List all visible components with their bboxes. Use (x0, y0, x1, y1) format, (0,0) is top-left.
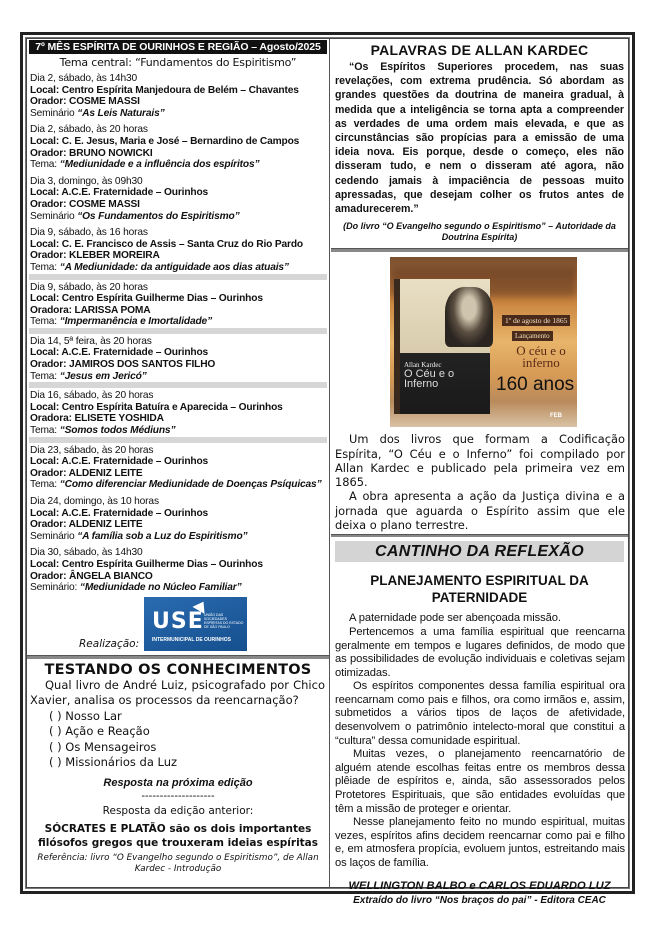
realizacao-block (27, 597, 329, 653)
next-answer-note: Resposta na próxima edição (103, 776, 253, 789)
event-date (30, 496, 329, 508)
event-location-label: Local: (30, 347, 60, 359)
event-speaker-label: Orador: (30, 147, 67, 159)
article-authors: WELLINGTON BALBO e CARLOS EDUARDO LUZ (348, 879, 611, 892)
event-location (30, 293, 329, 305)
page-inner-border (26, 38, 629, 906)
kardec-portrait (445, 287, 493, 347)
answer-reference: Referência: livro “O Evangelho segundo o Espiritismo”, de Allan Kardec - Introdução (37, 852, 319, 874)
event-location-name: Centro Espírita Guilherme Dias – Ourinhos (61, 293, 263, 305)
event-speaker-label: Orador: (30, 570, 67, 582)
section-divider (331, 534, 628, 537)
use-logo-text: USE (152, 608, 204, 634)
event-location (30, 239, 329, 251)
event-location (30, 136, 329, 148)
event-topic-label: Tema: (30, 370, 57, 382)
event-topic-title: “Mediunidade no Núcleo Familiar” (79, 582, 242, 594)
article-paragraph: Os espíritos componentes dessa família espiritual ora reencarnam como pais e filhos, ora como irmãos e, assim, submetidos a vários tipos de laços de afetividade, desenvolvem o patrimônio intelecto-moral que constitui a “cultura” dessa comunidade espiritual. (335, 680, 625, 747)
use-logo-intermunicipal: INTERMUNICIPAL DE OURINHOS (152, 636, 231, 643)
quiz-question: Qual livro de André Luiz, psicografado por Chico Xavier, analisa os processos da reencarnação? (30, 677, 325, 708)
event-date-text: Dia 14, 5ª feira, às 20 horas (30, 335, 152, 347)
kardec-source: (Do livro “O Evangelho segundo o Espiritismo” – Autoridade da Doutrina Espírita) (343, 221, 616, 243)
event-topic-title: “Os Fundamentos do Espiritismo” (77, 210, 240, 222)
event-date-text: Dia 23, sábado, às 20 horas (30, 444, 154, 456)
event-location (30, 187, 329, 199)
event-location (30, 508, 329, 520)
event-speaker-name: ALDENIZ LEITE (68, 519, 143, 531)
reflection-header: CANTINHO DA REFLEXÃO (335, 541, 624, 562)
event-topic-title: “A Mediunidade: da antiguidade aos dias atuais” (59, 261, 289, 273)
event-speaker-name: KLEBER MOREIRA (69, 250, 160, 262)
publisher-logo: FEB (550, 413, 562, 420)
event-location-label: Local: (30, 401, 60, 413)
event-speaker (30, 519, 329, 531)
event-separator (29, 274, 327, 280)
event-date-text: Dia 2, sábado, às 14h30 (30, 73, 137, 84)
event-location-label: Local: (30, 456, 60, 468)
event-topic (30, 425, 329, 437)
event-date (30, 73, 329, 85)
event-topic-title: “Como diferenciar Mediunidade de Doenças Psíquicas” (59, 479, 322, 491)
book-paragraph: Um dos livros que formam a Codificação Espírita, “O Céu e o Inferno” foi compilado por Allan Kardec e publicado pela primeira vez em 1865. (335, 432, 625, 490)
event-speaker (30, 148, 329, 160)
event-speaker-label: Orador: (30, 96, 67, 108)
event-location-name: A.C.E. Fraternidade – Ourinhos (61, 187, 209, 199)
event-speaker (30, 199, 329, 211)
dashes-divider: -------------------- (141, 789, 215, 802)
article-paragraph: Nesse planejamento feito no mundo espiritual, muitas vezes, espíritos afins decidem reencarnar como pai e filho e, em atmosfera propícia, evoluem juntos, estreitando mais os laços de família. (335, 816, 625, 869)
event-speaker-name: COSME MASSI (69, 96, 140, 108)
event-location (30, 559, 329, 571)
use-logo (144, 597, 247, 651)
event-topic-title: “Mediunidade e a influência dos espíritos” (59, 159, 260, 171)
quiz-title: TESTANDO OS CONHECIMENTOS (44, 661, 312, 678)
right-column (331, 39, 628, 906)
event-date (30, 390, 329, 402)
realizacao-label: Realização: (79, 637, 140, 650)
event-location-name: A.C.E. Fraternidade – Ourinhos (61, 456, 209, 468)
quiz-section (27, 662, 329, 875)
book-description (331, 432, 628, 532)
event-date-text: Dia 2, sábado, às 20 horas (30, 124, 148, 136)
use-logo-subtitle: UNIÃO DAS SOCIEDADES ESPÍRITAS DO ESTADO DE SÃO PAULO (204, 612, 244, 629)
event-location-label: Local: (30, 187, 60, 199)
event-speaker (30, 96, 329, 108)
event-topic-label: Seminário: (30, 582, 78, 594)
event-topic-label: Tema: (30, 159, 57, 171)
event-topic (30, 479, 329, 491)
event-speaker-label: Orador: (30, 198, 67, 210)
event-date-text: Dia 16, sábado, às 20 horas (30, 390, 154, 402)
event-date (30, 445, 329, 457)
event-speaker (30, 571, 329, 583)
event-item (27, 176, 329, 222)
event-location-name: Centro Espírita Guilherme Dias – Ourinhos (61, 558, 263, 570)
event-item (27, 445, 329, 491)
event-speaker (30, 359, 329, 371)
article-paragraph: Muitas vezes, o planejamento reencarnatório de alguém atende escolhas feitas entre os membros dessa plêiade de espíritos e, ainda, são assessorados pelos Protetores Espirituais, que são entidades evoluídas que têm a missão de proteger e orientar. (335, 748, 625, 815)
article-paragraph: Pertencemos a uma família espiritual que reencarna geralmente em tempos e lugares definidos, de modo que as possibilidades de evolução individuais e coletivas sejam otimizadas. (335, 625, 625, 679)
event-topic-label: Tema: (30, 425, 57, 437)
event-topic (30, 316, 329, 328)
event-speaker (30, 468, 329, 480)
event-location-label: Local: (30, 507, 60, 519)
event-item (27, 227, 329, 273)
event-speaker-label: Oradora: (30, 304, 72, 316)
event-topic (30, 108, 329, 120)
event-speaker-label: Orador: (30, 250, 67, 262)
event-location-label: Local: (30, 84, 60, 96)
event-topic (30, 262, 329, 274)
event-topic-label: Tema: (30, 261, 57, 273)
article-body (331, 612, 628, 870)
event-topic (30, 371, 329, 383)
event-speaker-name: ELISETE YOSHIDA (74, 413, 164, 425)
event-location-name: Centro Espírita Manjedoura de Belém – Chavantes (61, 84, 299, 96)
event-item (27, 496, 329, 542)
event-topic-label: Seminário (30, 107, 75, 119)
event-speaker-name: ALDENIZ LEITE (68, 467, 143, 479)
previous-answer: SÓCRATES E PLATÃO são os dois importantes filósofos gregos que trouxeram ideias espíritas (37, 822, 319, 849)
article-source: Extraído do livro “Nos braços do pai” - Editora CEAC (353, 894, 606, 906)
event-date (30, 282, 329, 294)
event-topic-label: Tema: (30, 316, 57, 328)
quiz-option[interactable]: ( ) Ação e Reação (49, 724, 150, 739)
event-location-label: Local: (30, 293, 60, 305)
event-topic-title: “Somos todos Médiuns” (59, 425, 176, 437)
launch-date: 1º de agosto de 1865 (502, 315, 570, 326)
event-speaker-name: LARISSA POMA (74, 304, 151, 316)
event-speaker-label: Oradora: (30, 413, 72, 425)
event-topic-label: Seminário (30, 210, 75, 222)
event-date (30, 547, 329, 559)
left-column (27, 39, 330, 887)
event-location (30, 347, 329, 359)
book-image-block (331, 252, 628, 432)
event-speaker-label: Orador: (30, 359, 67, 371)
newsletter-page (20, 32, 635, 906)
event-separator (29, 328, 327, 334)
event-location (30, 456, 329, 468)
anniversary-text: 160 anos (496, 374, 575, 396)
event-topic-title: “A família sob a Luz do Espiritismo” (77, 530, 248, 542)
event-date-text: Dia 9, sábado, às 16 horas (30, 227, 148, 239)
quiz-option[interactable]: ( ) Os Mensageiros (49, 739, 157, 754)
event-date (30, 227, 329, 239)
promo-title: O céu e o inferno (516, 343, 566, 371)
event-date-text: Dia 3, domingo, às 09h30 (30, 175, 143, 187)
event-separator (29, 437, 327, 443)
article-title: PLANEJAMENTO ESPIRITUAL DA PATERNIDADE (370, 573, 589, 606)
event-date-text: Dia 24, domingo, às 10 horas (30, 496, 159, 507)
event-location-name: C. E. Jesus, Maria e José – Bernardino de Campos (61, 135, 300, 147)
quiz-options (27, 709, 329, 771)
event-speaker (30, 413, 329, 425)
event-speaker-name: ÂNGELA BIANCO (69, 570, 153, 582)
book-cover-title: O Céu e o Inferno (404, 368, 455, 391)
event-topic-title: “As Leis Naturais” (77, 107, 165, 119)
event-location-name: A.C.E. Fraternidade – Ourinhos (61, 347, 209, 359)
event-speaker-name: COSME MASSI (69, 198, 140, 210)
event-speaker (30, 250, 329, 262)
event-speaker-label: Orador: (30, 467, 67, 479)
event-topic (30, 159, 329, 171)
event-location-name: Centro Espírita Batuíra e Aparecida – Ourinhos (61, 401, 283, 413)
article-paragraph: A paternidade pode ser abençoada missão. (349, 612, 561, 625)
event-item (27, 336, 329, 382)
event-item (27, 390, 329, 436)
event-location-label: Local: (30, 135, 60, 147)
event-speaker-name: JAMIROS DOS SANTOS FILHO (69, 359, 216, 371)
event-topic-label: Tema: (30, 479, 57, 491)
kardec-quote: “Os Espíritos Superiores procedem, nas suas revelações, com extrema prudência. Só abordam as grandes questões da doutrina de maneira gradual, à medida que a inteligência se torna apta a compreender as verdades de uma ordem mais elevada, e que as circunstâncias são propícias para a emissão de uma ideia nova. Eis porque, desde o começo, eles não disseram tudo, e nem o disseram até agora, não cedendo jamais à impaciência de pessoas muito apressadas, que desejam colher os frutos antes de amadurecerem.” (335, 61, 624, 216)
event-topic-title: “Impermanência e Imortalidade” (59, 316, 213, 328)
event-date (30, 176, 329, 188)
event-speaker-label: Orador: (30, 519, 67, 531)
quiz-option[interactable]: ( ) Missionários da Luz (49, 755, 178, 770)
event-location-name: C. E. Francisco de Assis – Santa Cruz do Rio Pardo (61, 238, 304, 250)
book-author: Allan Kardec (404, 361, 442, 370)
event-topic-title: “Jesus em Jericó” (59, 370, 147, 382)
event-separator (29, 382, 327, 388)
event-item (27, 124, 329, 170)
quiz-option[interactable]: ( ) Nosso Lar (49, 708, 122, 723)
event-topic (30, 211, 329, 223)
event-location-label: Local: (30, 558, 60, 570)
kardec-title: PALAVRAS DE ALLAN KARDEC (370, 42, 589, 58)
event-item (27, 282, 329, 328)
event-location (30, 85, 329, 97)
event-topic (30, 582, 329, 594)
event-item (27, 547, 329, 593)
event-topic (30, 531, 329, 543)
previous-answer-label: Resposta da edição anterior: (102, 804, 254, 817)
event-date (30, 124, 329, 136)
launch-label: Lançamento (512, 331, 553, 341)
event-location-label: Local: (30, 238, 60, 250)
events-list (27, 73, 329, 594)
event-item (27, 73, 329, 119)
central-theme: Tema central: “Fundamentos do Espiritismo” (59, 56, 297, 69)
event-location (30, 402, 329, 414)
events-header: 7º MÊS ESPÍRITA DE OURINHOS E REGIÃO – Agosto/2025 (29, 40, 327, 54)
event-topic-label: Seminário (30, 530, 75, 542)
event-location-name: A.C.E. Fraternidade – Ourinhos (61, 507, 209, 519)
event-speaker (30, 305, 329, 317)
section-divider (27, 655, 329, 659)
event-date (30, 336, 329, 348)
event-speaker-name: BRUNO NOWICKI (69, 147, 153, 159)
book-promo-image (390, 257, 577, 427)
event-date-text: Dia 30, sábado, às 14h30 (30, 547, 143, 559)
book-paragraph: A obra apresenta a ação da Justiça divina e a jornada que aguarda o Espírito assim que ele deixa o plano terrestre. (335, 489, 625, 533)
event-date-text: Dia 9, sábado, às 20 horas (30, 281, 148, 293)
